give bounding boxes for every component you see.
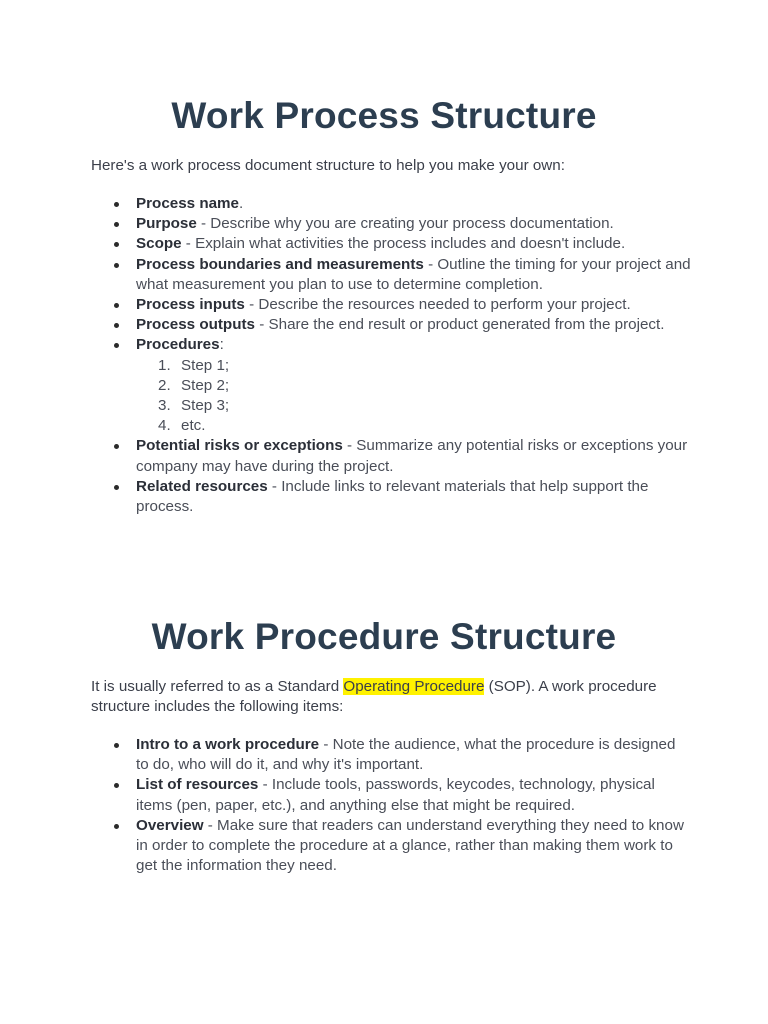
item-text: - Note the audience, what the procedure is designed to do, who will do it, and why it's important. [136,736,676,774]
list-item [91,816,691,877]
item-label: Process name [136,195,239,212]
list-item [91,255,691,295]
item-label: Process inputs [136,296,245,314]
list-item [91,436,691,476]
step-text: etc. [181,417,206,435]
item-label: List of resources [136,776,259,794]
step-number: 1. [158,356,171,374]
item-text: - Explain what activities the process includes and doesn't include. [181,235,626,253]
list-item [91,735,691,775]
highlighted-text: Operating Procedure [343,678,485,695]
item-label: Scope [136,235,182,253]
item-text: . [239,195,244,212]
work-procedure-list [91,735,691,876]
step-item [136,416,691,436]
section-title-work-procedure: Work Procedure Structure [151,616,617,657]
list-item [91,775,691,815]
item-label: Process outputs [136,316,255,334]
list-item [91,315,691,335]
item-label: Purpose [136,215,197,233]
item-text: - Describe why you are creating your process documentation. [196,215,614,233]
step-text: Step 3; [181,397,230,415]
item-text: - Summarize any potential risks or exceptions your company may have during the project. [136,437,688,475]
step-number: 4. [158,417,171,435]
step-text: Step 2; [181,376,230,394]
step-item [136,396,691,416]
step-item [136,376,691,396]
item-text: : [219,336,224,354]
section-title-work-process: Work Process Structure [171,95,597,136]
step-number: 3. [158,397,171,415]
list-item [91,194,691,214]
item-text: - Include tools, passwords, keycodes, technology, physical items (pen, paper, etc.), and anything else that might be required. [136,776,655,814]
list-item [91,214,691,234]
item-label: Overview [136,816,204,834]
item-label: Process boundaries and measurements [136,255,424,273]
section-intro-work-procedure [91,677,691,717]
work-process-list [91,194,691,517]
item-label: Procedures [136,336,220,354]
list-item [91,295,691,315]
item-text: - Include links to relevant materials that help support the process. [136,477,649,516]
item-text: - Share the end result or product generated from the project. [255,316,665,334]
step-text: Step 1; [181,356,230,374]
section-intro-work-process: Here's a work process document structure to help you make your own: [91,157,565,174]
item-text: - Make sure that readers can understand everything they need to know in order to complete the procedure at a glance, rather than making them work to get the information they need. [136,816,684,875]
intro-text-before: It is usually referred to as a Standard [91,678,344,695]
step-item [136,356,691,376]
list-item [91,234,691,254]
item-label: Intro to a work procedure [136,736,320,753]
item-text: - Describe the resources needed to perform your project. [244,296,631,314]
item-label: Potential risks or exceptions [136,437,343,455]
list-item [91,477,691,517]
step-number: 2. [158,376,171,394]
item-text: - Outline the timing for your project and what measurement you plan to use to determine completion. [136,255,691,293]
intro-text-after: (SOP). A work procedure structure includes the following items: [91,678,657,715]
procedure-steps-list [136,356,691,437]
item-label: Related resources [136,477,268,495]
list-item [91,335,691,436]
